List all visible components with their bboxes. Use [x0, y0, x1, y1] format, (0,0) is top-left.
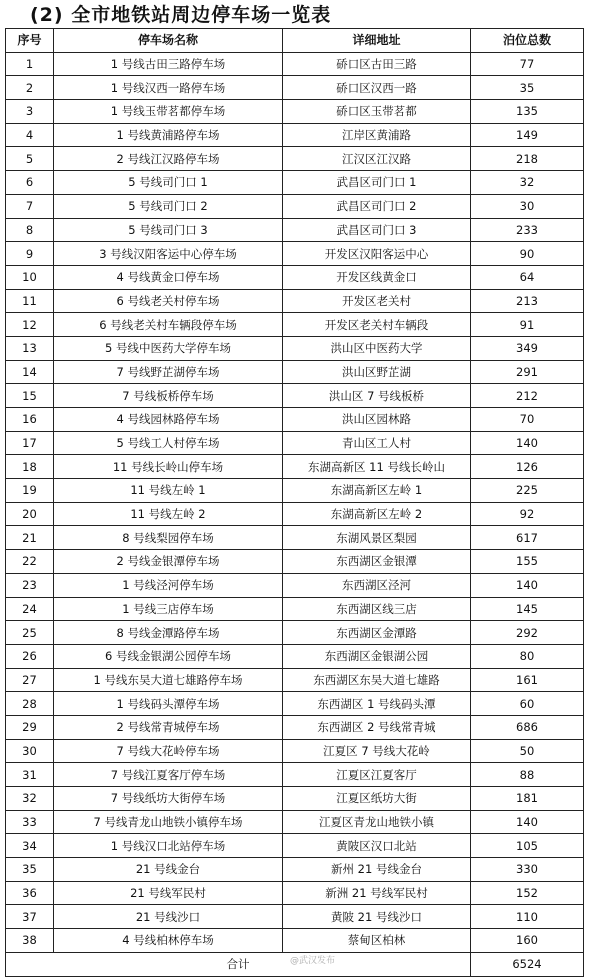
row-index: 30: [6, 739, 54, 763]
header-address: 详细地址: [283, 29, 471, 53]
address: 东西湖区金银潭: [283, 550, 471, 574]
space-count: 60: [471, 692, 584, 716]
row-index: 25: [6, 621, 54, 645]
header-index: 序号: [6, 29, 54, 53]
address: 洪山区中医药大学: [283, 336, 471, 360]
row-index: 24: [6, 597, 54, 621]
row-index: 22: [6, 550, 54, 574]
address: 江夏区纸坊大街: [283, 787, 471, 811]
address: 东西湖区东吴大道七雄路: [283, 668, 471, 692]
parking-name: 8 号线梨园停车场: [54, 526, 283, 550]
space-count: 213: [471, 289, 584, 313]
address: 东西湖区 2 号线常青城: [283, 715, 471, 739]
parking-name: 1 号线黄浦路停车场: [54, 123, 283, 147]
parking-name: 2 号线金银潭停车场: [54, 550, 283, 574]
row-index: 15: [6, 384, 54, 408]
row-index: 3: [6, 100, 54, 124]
row-index: 31: [6, 763, 54, 787]
table-row: [6, 431, 584, 455]
table-row: [6, 834, 584, 858]
parking-name: 11 号线左岭 1: [54, 479, 283, 503]
row-index: 13: [6, 336, 54, 360]
table-row: [6, 715, 584, 739]
table-row: [6, 313, 584, 337]
space-count: 50: [471, 739, 584, 763]
address: 新州 21 号线金台: [283, 858, 471, 882]
table-row: [6, 384, 584, 408]
parking-name: 8 号线金潭路停车场: [54, 621, 283, 645]
parking-name: 7 号线板桥停车场: [54, 384, 283, 408]
address: 东湖高新区左岭 1: [283, 479, 471, 503]
parking-name: 7 号线江夏客厅停车场: [54, 763, 283, 787]
address: 江夏区江夏客厅: [283, 763, 471, 787]
space-count: 181: [471, 787, 584, 811]
parking-name: 1 号线三店停车场: [54, 597, 283, 621]
parking-name: 7 号线纸坊大街停车场: [54, 787, 283, 811]
space-count: 77: [471, 52, 584, 76]
parking-name: 5 号线工人村停车场: [54, 431, 283, 455]
address: 江岸区黄浦路: [283, 123, 471, 147]
table-row: [6, 668, 584, 692]
total-label: 合计: [6, 952, 471, 976]
table-body: [6, 52, 584, 952]
address: 硚口区汉西一路: [283, 76, 471, 100]
space-count: 617: [471, 526, 584, 550]
table-header: [6, 29, 584, 53]
row-index: 9: [6, 242, 54, 266]
row-index: 38: [6, 929, 54, 953]
space-count: 140: [471, 431, 584, 455]
table-row: [6, 455, 584, 479]
row-index: 17: [6, 431, 54, 455]
page-title: (2) 全市地铁站周边停车场一览表: [30, 4, 332, 26]
address: 蔡甸区柏林: [283, 929, 471, 953]
address: 武昌区司门口 1: [283, 171, 471, 195]
table-row: [6, 810, 584, 834]
address: 东西湖区线三店: [283, 597, 471, 621]
watermark: @武汉发布: [290, 956, 336, 966]
parking-name: 1 号线古田三路停车场: [54, 52, 283, 76]
row-index: 16: [6, 408, 54, 432]
table-row: [6, 644, 584, 668]
address: 黄陂 21 号线沙口: [283, 905, 471, 929]
parking-name: 1 号线泾河停车场: [54, 573, 283, 597]
space-count: 126: [471, 455, 584, 479]
table-row: [6, 502, 584, 526]
parking-name: 1 号线玉带茗都停车场: [54, 100, 283, 124]
parking-name: 1 号线汉西一路停车场: [54, 76, 283, 100]
table-row: [6, 692, 584, 716]
table-row: [6, 881, 584, 905]
row-index: 29: [6, 715, 54, 739]
space-count: 160: [471, 929, 584, 953]
space-count: 212: [471, 384, 584, 408]
space-count: 64: [471, 265, 584, 289]
space-count: 140: [471, 573, 584, 597]
space-count: 233: [471, 218, 584, 242]
header-spaces: 泊位总数: [471, 29, 584, 53]
row-index: 28: [6, 692, 54, 716]
row-index: 32: [6, 787, 54, 811]
table-row: [6, 573, 584, 597]
parking-name: 4 号线园林路停车场: [54, 408, 283, 432]
table-row: [6, 787, 584, 811]
row-index: 27: [6, 668, 54, 692]
address: 江夏区 7 号线大花岭: [283, 739, 471, 763]
header-parking-name: 停车场名称: [54, 29, 283, 53]
row-index: 19: [6, 479, 54, 503]
row-index: 4: [6, 123, 54, 147]
parking-name: 5 号线司门口 3: [54, 218, 283, 242]
row-index: 20: [6, 502, 54, 526]
space-count: 145: [471, 597, 584, 621]
space-count: 152: [471, 881, 584, 905]
table-row: [6, 123, 584, 147]
row-index: 8: [6, 218, 54, 242]
row-index: 7: [6, 194, 54, 218]
address: 东湖风景区梨园: [283, 526, 471, 550]
space-count: 105: [471, 834, 584, 858]
address: 硚口区古田三路: [283, 52, 471, 76]
address: 东西湖区金潭路: [283, 621, 471, 645]
row-index: 23: [6, 573, 54, 597]
parking-name: 21 号线军民村: [54, 881, 283, 905]
parking-name: 7 号线青龙山地铁小镇停车场: [54, 810, 283, 834]
table-row: [6, 52, 584, 76]
row-index: 1: [6, 52, 54, 76]
parking-name: 1 号线东吴大道七雄路停车场: [54, 668, 283, 692]
parking-name: 5 号线中医药大学停车场: [54, 336, 283, 360]
parking-name: 6 号线金银湖公园停车场: [54, 644, 283, 668]
parking-name: 7 号线大花岭停车场: [54, 739, 283, 763]
address: 东湖高新区左岭 2: [283, 502, 471, 526]
table-row: [6, 76, 584, 100]
row-index: 34: [6, 834, 54, 858]
table-row: [6, 621, 584, 645]
space-count: 140: [471, 810, 584, 834]
parking-name: 11 号线左岭 2: [54, 502, 283, 526]
space-count: 91: [471, 313, 584, 337]
table-row: [6, 763, 584, 787]
address: 武昌区司门口 3: [283, 218, 471, 242]
table-row: [6, 858, 584, 882]
parking-name: 1 号线码头潭停车场: [54, 692, 283, 716]
address: 洪山区野芷湖: [283, 360, 471, 384]
parking-name: 2 号线常青城停车场: [54, 715, 283, 739]
parking-table: [5, 28, 584, 977]
address: 硚口区玉带茗都: [283, 100, 471, 124]
space-count: 155: [471, 550, 584, 574]
parking-name: 6 号线老关村停车场: [54, 289, 283, 313]
space-count: 161: [471, 668, 584, 692]
address: 青山区工人村: [283, 431, 471, 455]
space-count: 35: [471, 76, 584, 100]
parking-name: 3 号线汉阳客运中心停车场: [54, 242, 283, 266]
space-count: 291: [471, 360, 584, 384]
total-value: 6524: [471, 952, 584, 976]
address: 江汉区江汉路: [283, 147, 471, 171]
row-index: 14: [6, 360, 54, 384]
table-row: [6, 289, 584, 313]
table-row: [6, 905, 584, 929]
space-count: 149: [471, 123, 584, 147]
parking-name: 4 号线黄金口停车场: [54, 265, 283, 289]
table-row: [6, 408, 584, 432]
space-count: 686: [471, 715, 584, 739]
row-index: 11: [6, 289, 54, 313]
row-index: 36: [6, 881, 54, 905]
parking-name: 2 号线江汉路停车场: [54, 147, 283, 171]
space-count: 218: [471, 147, 584, 171]
parking-name: 7 号线野芷湖停车场: [54, 360, 283, 384]
row-index: 21: [6, 526, 54, 550]
table-row: [6, 597, 584, 621]
space-count: 80: [471, 644, 584, 668]
space-count: 225: [471, 479, 584, 503]
table-row: [6, 242, 584, 266]
table-row: [6, 100, 584, 124]
address: 东西湖区 1 号线码头潭: [283, 692, 471, 716]
row-index: 10: [6, 265, 54, 289]
address: 新洲 21 号线军民村: [283, 881, 471, 905]
row-index: 2: [6, 76, 54, 100]
space-count: 88: [471, 763, 584, 787]
address: 开发区老关村车辆段: [283, 313, 471, 337]
parking-name: 21 号线金台: [54, 858, 283, 882]
address: 东西湖区泾河: [283, 573, 471, 597]
table-row: [6, 526, 584, 550]
table-row: [6, 550, 584, 574]
address: 洪山区 7 号线板桥: [283, 384, 471, 408]
table-row: [6, 265, 584, 289]
table-row: [6, 739, 584, 763]
address: 东西湖区金银湖公园: [283, 644, 471, 668]
address: 黄陂区汉口北站: [283, 834, 471, 858]
header-row: [6, 29, 584, 53]
space-count: 330: [471, 858, 584, 882]
table-row: [6, 147, 584, 171]
address: 开发区汉阳客运中心: [283, 242, 471, 266]
parking-name: 21 号线沙口: [54, 905, 283, 929]
space-count: 32: [471, 171, 584, 195]
space-count: 135: [471, 100, 584, 124]
address: 开发区线黄金口: [283, 265, 471, 289]
address: 江夏区青龙山地铁小镇: [283, 810, 471, 834]
space-count: 349: [471, 336, 584, 360]
table-row: [6, 171, 584, 195]
parking-name: 11 号线长岭山停车场: [54, 455, 283, 479]
row-index: 6: [6, 171, 54, 195]
address: 洪山区园林路: [283, 408, 471, 432]
space-count: 70: [471, 408, 584, 432]
table-row: [6, 479, 584, 503]
address: 东湖高新区 11 号线长岭山: [283, 455, 471, 479]
space-count: 110: [471, 905, 584, 929]
table-row: [6, 194, 584, 218]
parking-name: 1 号线汉口北站停车场: [54, 834, 283, 858]
row-index: 12: [6, 313, 54, 337]
space-count: 30: [471, 194, 584, 218]
parking-name: 5 号线司门口 2: [54, 194, 283, 218]
table-row: [6, 929, 584, 953]
row-index: 35: [6, 858, 54, 882]
parking-name: 4 号线柏林停车场: [54, 929, 283, 953]
space-count: 92: [471, 502, 584, 526]
parking-name: 6 号线老关村车辆段停车场: [54, 313, 283, 337]
space-count: 292: [471, 621, 584, 645]
address: 开发区老关村: [283, 289, 471, 313]
parking-name: 5 号线司门口 1: [54, 171, 283, 195]
row-index: 5: [6, 147, 54, 171]
address: 武昌区司门口 2: [283, 194, 471, 218]
row-index: 26: [6, 644, 54, 668]
row-index: 18: [6, 455, 54, 479]
row-index: 33: [6, 810, 54, 834]
table-row: [6, 218, 584, 242]
table-row: [6, 336, 584, 360]
table-row: [6, 360, 584, 384]
space-count: 90: [471, 242, 584, 266]
row-index: 37: [6, 905, 54, 929]
